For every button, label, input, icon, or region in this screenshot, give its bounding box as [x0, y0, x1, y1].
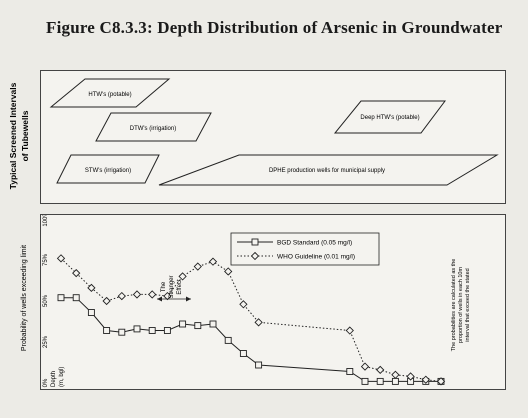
- y-tick-label: 75%: [43, 253, 49, 267]
- data-point-who: [58, 255, 65, 262]
- chart-ylabel: Probability of wells exceeding limit: [21, 244, 28, 352]
- probability-chart: [41, 215, 505, 389]
- data-point-bgd: [210, 321, 216, 327]
- zone-dphe-label: DPHE production wells for municipal supply: [268, 168, 386, 174]
- annotation-line1: The: [161, 281, 167, 293]
- stranger-effect-annotation: [157, 275, 191, 301]
- top-panel-ylabel: [4, 70, 34, 202]
- data-point-who: [255, 319, 262, 326]
- data-point-bgd: [392, 378, 398, 384]
- depth-label-line1: Depth: [51, 370, 57, 387]
- y-tick-labels: [43, 215, 49, 387]
- data-point-who: [346, 327, 353, 334]
- side-note: [451, 259, 471, 352]
- data-point-bgd: [362, 378, 368, 384]
- data-point-bgd: [180, 321, 186, 327]
- series-line-who: [61, 258, 441, 381]
- data-point-bgd: [195, 323, 201, 329]
- annotation-arrow-head-right: [186, 297, 191, 302]
- probability-chart-panel: [40, 214, 506, 390]
- top-ylabel-line1: Typical Screened Intervals: [8, 82, 18, 190]
- y-tick-label: 50%: [43, 294, 49, 308]
- data-point-bgd: [240, 351, 246, 357]
- data-point-bgd: [104, 328, 110, 334]
- zone-dtw-irrigation-label: DTW's (irrigation): [129, 126, 177, 132]
- zone-htw-potable-label: HTW's (potable): [88, 92, 132, 98]
- data-point-who: [194, 263, 201, 270]
- data-point-bgd: [377, 378, 383, 384]
- zone-stw-irrigation-label: STW's (irrigation): [84, 168, 132, 174]
- annotation-line3: Effect: [177, 279, 183, 295]
- screened-intervals-panel: [40, 70, 506, 204]
- data-point-bgd: [88, 310, 94, 316]
- data-point-who: [210, 258, 217, 265]
- series-line-bgd: [61, 298, 441, 382]
- data-point-bgd: [134, 326, 140, 332]
- legend-marker-bgd: [252, 239, 258, 245]
- figure-title: Figure C8.3.3: Depth Distribution of Arsenic in Groundwater: [46, 18, 503, 37]
- data-point-bgd: [119, 329, 125, 335]
- legend-label-bgd: BGD Standard (0.05 mg/l): [277, 239, 353, 247]
- y-tick-label: 25%: [43, 335, 49, 349]
- data-point-bgd: [256, 362, 262, 368]
- depth-label-line2: (m, bgl): [59, 366, 65, 387]
- data-point-who: [377, 366, 384, 373]
- data-point-bgd: [225, 337, 231, 343]
- data-point-bgd: [347, 369, 353, 375]
- data-point-who: [134, 291, 141, 298]
- annotation-line2: Stranger: [169, 275, 175, 299]
- y-tick-label: 100%: [43, 215, 49, 227]
- data-point-bgd: [58, 295, 64, 301]
- legend-label-who: WHO Guideline (0.01 mg/l): [277, 253, 356, 261]
- data-point-who: [362, 363, 369, 370]
- side-note-line1: The probabilities are calculated as the: [451, 258, 457, 352]
- side-note-line2: proportion of wells in each 10m: [458, 266, 464, 344]
- y-tick-label: 0%: [43, 378, 49, 388]
- top-ylabel-line2: of Tubewells: [20, 110, 30, 162]
- data-point-who: [225, 268, 232, 275]
- data-point-bgd: [149, 328, 155, 334]
- data-point-who: [179, 273, 186, 280]
- data-point-who: [240, 301, 247, 308]
- zone-deep-htw-label: Deep HTW's (potable): [360, 115, 420, 121]
- chart-ylabel-area: [4, 214, 34, 388]
- side-note-line3: interval that exceed the stated: [465, 268, 471, 342]
- annotation-arrow-head-left: [157, 297, 162, 302]
- data-point-who: [392, 371, 399, 378]
- data-point-who: [103, 298, 110, 305]
- data-point-bgd: [73, 295, 79, 301]
- data-point-who: [149, 291, 156, 298]
- series-layer: [58, 255, 445, 385]
- data-point-who: [118, 293, 125, 300]
- data-point-bgd: [164, 328, 170, 334]
